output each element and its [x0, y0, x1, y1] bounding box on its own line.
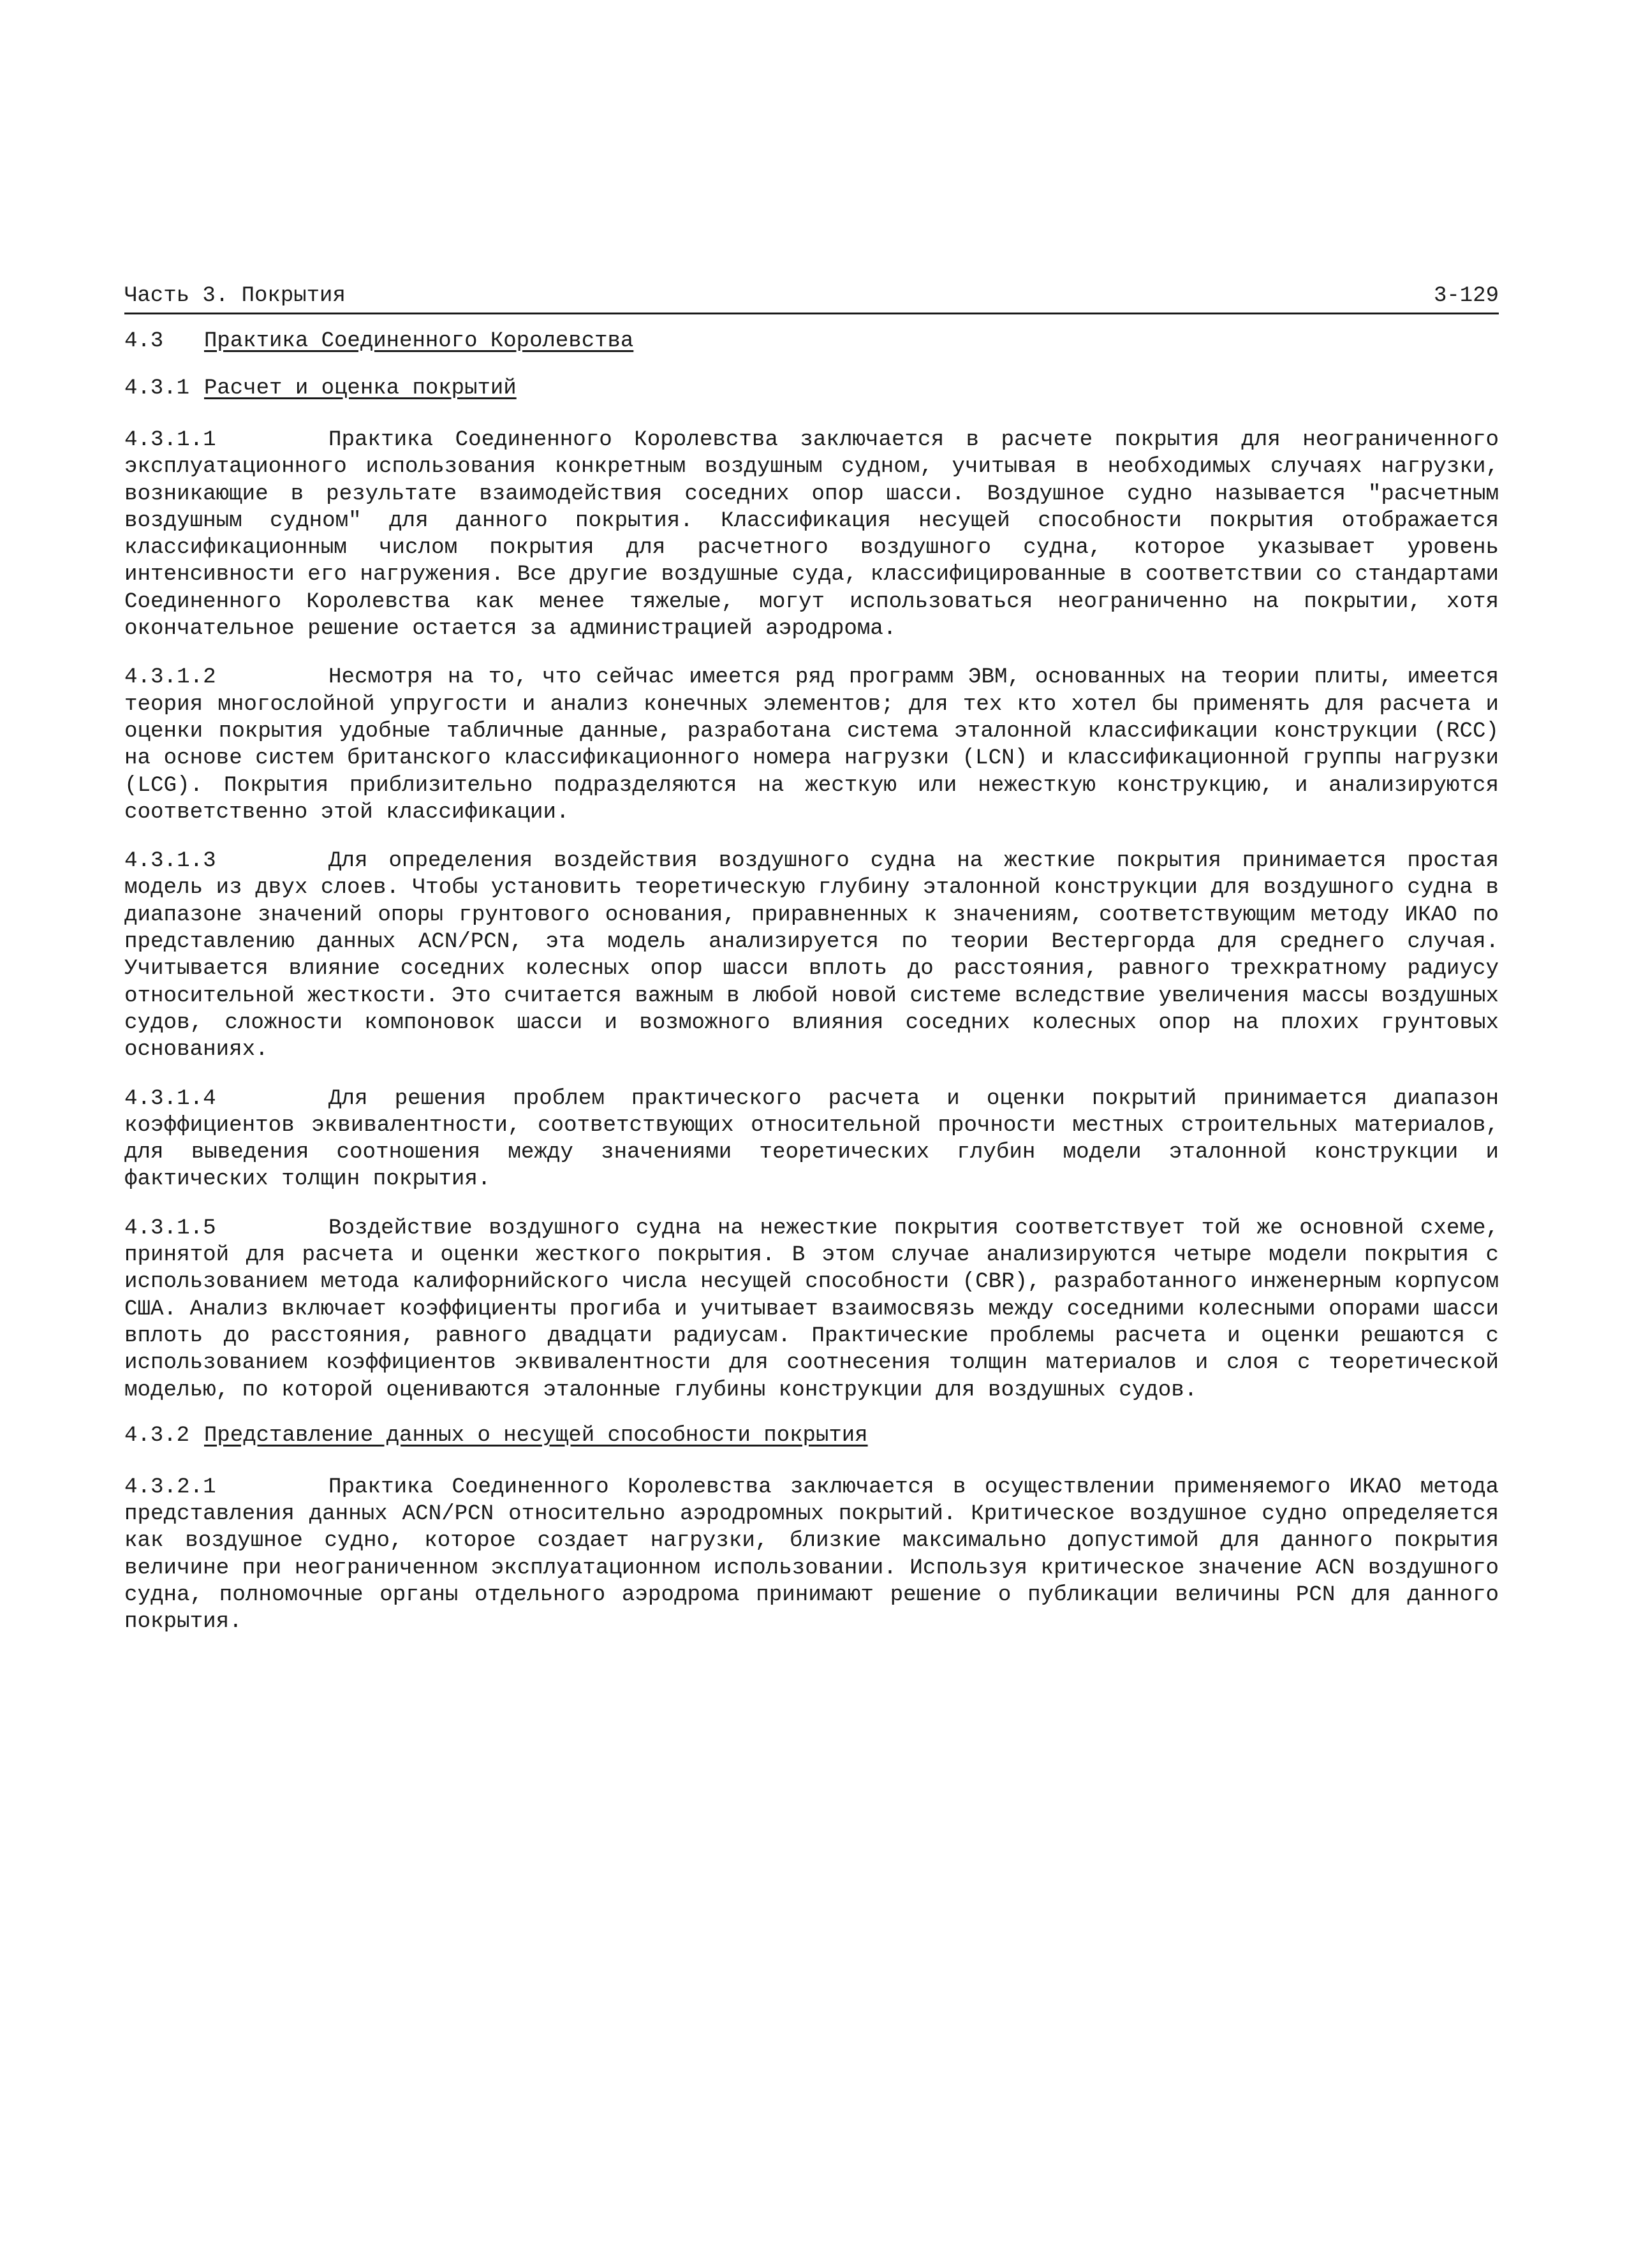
paragraph-text: Воздействие воздушного судна на нежесткие покрытия соответствует той же основной схеме, принятой для расчета и оценки жесткого покрытия. В этом случае анализируются четыре модели покрытия с использованием метода калифорнийского числа несущей способности (CBR), разработанного инженерным корпусом США. Анализ включает коэффициенты прогиба и учитывает взаимосвязь между соседними колесными опорами шасси вплоть до расстояния, равного двадцати радиусам. Практические проблемы расчета и оценки решаются с использованием коэффициентов эквивалентности для соотнесения толщин материалов и слоя с теоретической моделью, по которой оцениваются эталонные глубины конструкции для воздушных судов.	[124, 1216, 1499, 1403]
paragraph-text: Для решения проблем практического расчета и оценки покрытий принимается диапазон коэффициентов эквивалентности, соответствующих относительной прочности местных строительных материалов, для выведения соотношения между значениями теоретических глубин модели эталонной конструкции и фактических толщин покрытия.	[124, 1086, 1499, 1192]
paragraph-number: 4.3.1.4	[124, 1086, 216, 1111]
paragraph-number: 4.3.2.1	[124, 1475, 216, 1499]
paragraph-text: Практика Соединенного Королевства заключается в осуществлении применяемого ИКАО метода представления данных ACN/PCN относительно аэродромных покрытий. Критическое воздушное судно определяется как воздушное судно, которое создает нагрузки, близкие максимально допустимой для данного покрытия величине при неограниченном эксплуатационном использовании. Используя критическое значение ACN воздушного судна, полномочные органы отдельного аэродрома принимают решение о публикации величины PCN для данного покрытия.	[124, 1475, 1499, 1635]
page-number: 3-129	[1433, 284, 1499, 308]
running-header	[124, 281, 1499, 314]
section-heading-4-3	[124, 326, 1499, 357]
header-part-title: Часть 3. Покрытия	[124, 284, 346, 308]
section-number: 4.3.2	[124, 1423, 190, 1448]
section-title: Представление данных о несущей способности покрытия	[204, 1423, 868, 1448]
paragraph-text: Для определения воздействия воздушного судна на жесткие покрытия принимается простая модель из двух слоев. Чтобы установить теоретическую глубину эталонной конструкции для воздушного судна в диапазоне значений опоры грунтового основания, приравненных к значениям, соответствующим методу ИКАО по представлению данных ACN/PCN, эта модель анализируется по теории Вестергорда для среднего случая. Учитывается влияние соседних колесных опор шасси вплоть до расстояния, равного трехкратному радиусу относительной жесткости. Это считается важным в любой новой системе вследствие увеличения массы воздушных судов, сложности компоновок шасси и возможного влияния соседних колесных опор на плохих грунтовых основаниях.	[124, 849, 1499, 1063]
paragraph-number: 4.3.1.5	[124, 1216, 216, 1241]
section-heading-4-3-1	[124, 373, 1499, 404]
paragraph-number: 4.3.1.1	[124, 428, 216, 452]
paragraph-4-3-1-2	[124, 664, 1499, 826]
paragraph-4-3-1-3	[124, 848, 1499, 1063]
section-number: 4.3.1	[124, 376, 190, 401]
paragraph-4-3-1-5	[124, 1215, 1499, 1404]
section-title: Практика Соединенного Королевства	[204, 329, 634, 353]
paragraph-4-3-1-1	[124, 427, 1499, 642]
paragraph-number: 4.3.1.2	[124, 665, 216, 690]
paragraph-number: 4.3.1.3	[124, 849, 216, 874]
paragraph-4-3-2-1	[124, 1474, 1499, 1636]
document-page	[124, 281, 1499, 1636]
section-heading-4-3-2	[124, 1420, 1499, 1451]
paragraph-4-3-1-4	[124, 1086, 1499, 1193]
section-number: 4.3	[124, 329, 164, 353]
paragraph-text: Несмотря на то, что сейчас имеется ряд программ ЭВМ, основанных на теории плиты, имеется теория многослойной упругости и анализ конечных элементов; для тех кто хотел бы применять для расчета и оценки покрытия удобные табличные данные, разработана система эталонной классификации конструкции (RCC) на основе систем британского классификационного номера нагрузки (LCN) и классификационной группы нагрузки (LCG). Покрытия приблизительно подразделяются на жесткую или нежесткую конструкцию, и анализируются соответственно этой классификации.	[124, 665, 1499, 825]
paragraph-text: Практика Соединенного Королевства заключается в расчете покрытия для неограниченного эксплуатационного использования конкретным воздушным судном, учитывая в необходимых случаях нагрузки, возникающие в результате взаимодействия соседних опор шасси. Воздушное судно называется "расчетным воздушным судном" для данного покрытия. Классификация несущей способности покрытия отображается классификационным числом покрытия для расчетного воздушного судна, которое указывает уровень интенсивности его нагружения. Все другие воздушные суда, классифицированные в соответствии со стандартами Соединенного Королевства как менее тяжелые, могут использоваться неограниченно на покрытии, хотя окончательное решение остается за администрацией аэродрома.	[124, 428, 1499, 642]
section-title: Расчет и оценка покрытий	[204, 376, 517, 401]
